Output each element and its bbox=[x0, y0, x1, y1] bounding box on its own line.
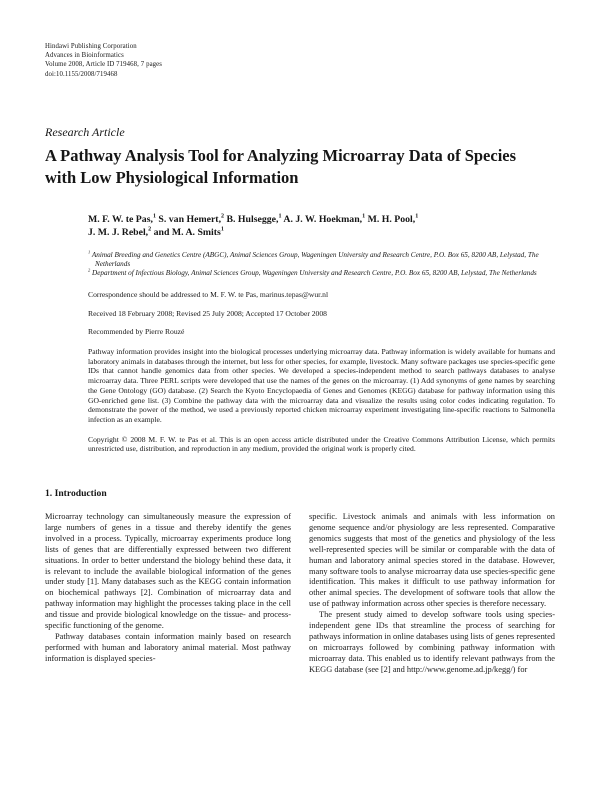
intro-paragraph-3: specific. Livestock animals and animals with less information on genome sequence and/or physiology are less represented. Comparative genomics suggests that most of the genetics and physiology of the less well-represented species will be similar or comparable with the data of human and laboratory animal species stored in the database. However, many software tools to analyse microarray data use species-specific gene identification. This makes it difficult to use pathway information for other animal species. The development of software tools that allow the use of pathway information across other species is therefore necessary. bbox=[309, 512, 555, 609]
kegg-url-link[interactable]: http://www.genome.ad.jp/kegg/ bbox=[406, 664, 513, 674]
article-type-label: Research Article bbox=[45, 124, 125, 139]
affiliation bbox=[88, 251, 555, 269]
affiliation-text: Department of Infectious Biology, Animal Sciences Group, Wageningen University and Research Centre, P.O. Box 65, 8200 AB, Lelystad, The Netherlands bbox=[90, 269, 537, 278]
intro-paragraph-2: Pathway databases contain information mainly based on research performed with human and laboratory animal material. Most pathway information is displayed species- bbox=[45, 632, 291, 663]
left-column bbox=[45, 512, 291, 676]
author: S. van Hemert, bbox=[155, 213, 222, 225]
author-affil-mark: 1 bbox=[278, 213, 282, 220]
article-history: Received 18 February 2008; Revised 25 July 2008; Accepted 17 October 2008 bbox=[88, 309, 327, 319]
correspondence-text: Correspondence should be addressed to M. F. W. te Pas, bbox=[88, 290, 260, 300]
journal-name: Advances in Bioinformatics bbox=[45, 52, 124, 60]
intro-paragraph-4 bbox=[309, 610, 555, 675]
intro-paragraph-1: Microarray technology can simultaneously measure the expression of large numbers of genes in a tissue and thereby identify the genes involved in a process. Typically, microarray experiments produce long lists of genes that are differentially expressed between two different situations. In order to better understand the biology behind these data, it is relevant to include the available biological information of the genes under study [1]. Many databases such as the KEGG contain information on biochemical pathways [2]. Combination of microarray data and pathway information may highlight the processes taking place in the cell and tissue and provide biological knowledge on the tissue- and process-specific functioning of the genome. bbox=[45, 512, 291, 631]
author: A. J. W. Hoekman, bbox=[281, 213, 363, 225]
author-list bbox=[88, 213, 555, 240]
section-heading-introduction: 1. Introduction bbox=[45, 488, 107, 500]
author-affil-mark: 1 bbox=[415, 213, 419, 220]
author-affil-mark: 2 bbox=[221, 213, 225, 220]
right-column bbox=[309, 512, 555, 676]
paragraph-text: The present study aimed to develop software tools using species-independent gene IDs that streamline the process of searching for pathways information in online databases using lists of genes represented on microarrays followed by combining pathway information with microarray data. This enabled us to identify relevant pathways from the KEGG database (see [2] and bbox=[309, 610, 555, 674]
author: M. H. Pool, bbox=[365, 213, 416, 225]
recommended-by: Recommended by Pierre Rouzé bbox=[88, 327, 185, 337]
abstract-text: Pathway information provides insight into the biological processes underlying microarray data. Pathway information is widely available for humans and laboratory animals in databases through the internet, but less for other species, for example, livestock. Many software packages use species-specific gene IDs that cannot handle genomics data from other species. We developed a species-independent method to search pathways databases to analyse microarray data. Three PERL scripts were developed that use the names of the genes on the microarray. (1) Add synonyms of gene names by searching the Gene Ontology (GO) database. (2) Search the Kyoto Encyclopaedia of Genes and Genomes (KEGG) database for pathway information using this GO-enriched gene list. (3) Combine the pathway data with the microarray data and visualize the results using color codes indicating regulation. To demonstrate the power of the method, we used a previously reported chicken microarray experiment investigating line-specific reactions to Salmonella infection as an example. bbox=[88, 347, 555, 424]
author: J. M. J. Rebel, bbox=[88, 227, 149, 239]
author-affil-mark: 1 bbox=[220, 227, 224, 234]
volume-line: Volume 2008, Article ID 719468, 7 pages bbox=[45, 61, 163, 69]
author: M. F. W. te Pas, bbox=[88, 213, 153, 225]
doi-line: doi:10.1155/2008/719468 bbox=[45, 70, 118, 78]
frontmatter bbox=[88, 213, 555, 454]
paragraph-text: ) for bbox=[512, 664, 528, 674]
affiliation-text: Animal Breeding and Genetics Centre (ABGC), Animal Sciences Group, Wageningen University and Research Centre, P.O. Box 65, 8200 AB, Lelystad, The Netherlands bbox=[90, 250, 539, 269]
masthead bbox=[45, 42, 555, 79]
affil-mark: 1 bbox=[88, 249, 91, 255]
two-column-body bbox=[45, 512, 555, 676]
author: B. Hulsegge, bbox=[224, 213, 279, 225]
author-affil-mark: 1 bbox=[362, 213, 366, 220]
author: and M. A. Smits bbox=[151, 227, 221, 239]
correspondence-email-link[interactable]: marinus.tepas@wur.nl bbox=[259, 290, 329, 300]
affil-mark: 2 bbox=[88, 267, 91, 273]
correspondence-line bbox=[88, 290, 555, 300]
publisher-line: Hindawi Publishing Corporation bbox=[45, 43, 137, 50]
affiliation-list bbox=[88, 251, 555, 279]
article-title: A Pathway Analysis Tool for Analyzing Microarray Data of Species with Low Physiological Information bbox=[45, 145, 517, 187]
author-affil-mark: 2 bbox=[148, 227, 152, 234]
copyright-notice: Copyright © 2008 M. F. W. te Pas et al. This is an open access article distributed under the Creative Commons Attribution License, which permits unrestricted use, distribution, and reproduction in any medium, provided the original work is properly cited. bbox=[88, 434, 555, 454]
author-affil-mark: 1 bbox=[152, 213, 156, 220]
affiliation bbox=[88, 269, 555, 278]
